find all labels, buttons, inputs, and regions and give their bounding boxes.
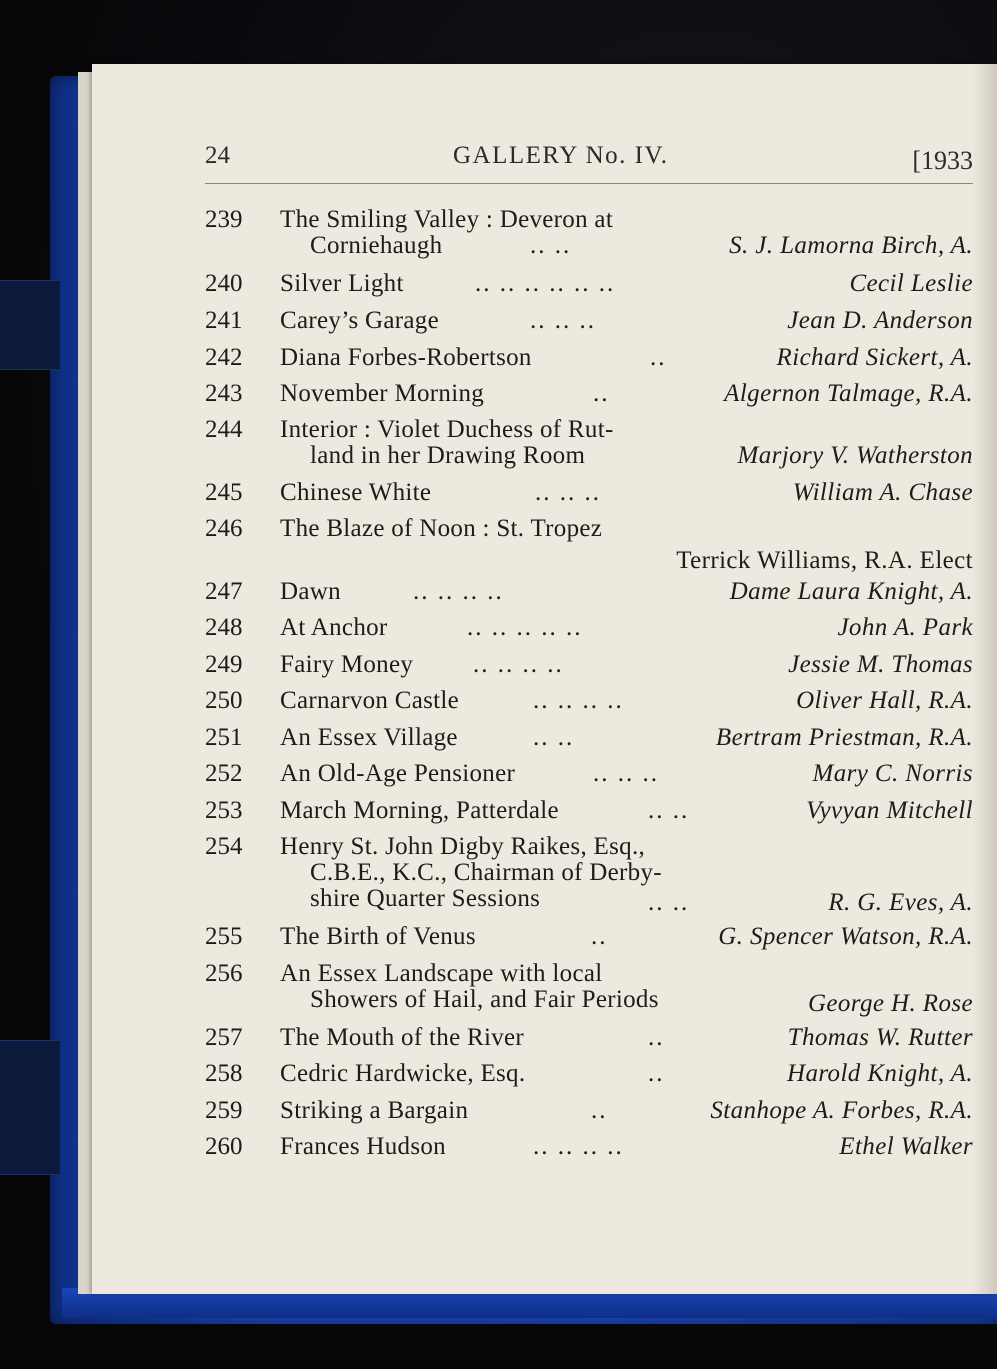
entry-title: Carey’s Garage xyxy=(280,307,439,334)
catalogue-entry xyxy=(205,960,973,1016)
catalogue-entry xyxy=(205,206,973,262)
dot-leader: .. .. .. .. xyxy=(533,687,624,714)
entry-artist: S. J. Lamorna Birch, A. xyxy=(729,232,973,259)
entry-number: 252 xyxy=(205,760,243,787)
catalogue-entry xyxy=(205,833,973,917)
entry-artist: Marjory V. Watherston xyxy=(737,442,973,469)
page-number: 24 xyxy=(205,142,230,169)
entry-number: 254 xyxy=(205,833,243,860)
catalogue-entry xyxy=(205,479,973,509)
entry-title: March Morning, Patterdale xyxy=(280,797,559,824)
entry-artist: Jean D. Anderson xyxy=(787,307,973,334)
entry-artist: Stanhope A. Forbes, R.A. xyxy=(710,1097,973,1124)
dot-leader: .. xyxy=(593,380,610,407)
catalogue-entry xyxy=(205,416,973,472)
running-header xyxy=(205,140,973,184)
dot-leader: .. xyxy=(648,1024,665,1051)
entry-number: 251 xyxy=(205,724,243,751)
entry-artist: Vyvyan Mitchell xyxy=(806,797,973,824)
entry-artist: John A. Park xyxy=(837,614,973,641)
catalogue-entry xyxy=(205,344,973,374)
dot-leader: .. .. .. .. xyxy=(533,1133,624,1160)
catalogue-entry xyxy=(205,578,973,608)
page-edge xyxy=(972,64,997,1294)
entry-number: 242 xyxy=(205,344,243,371)
entry-title: The Blaze of Noon : St. Tropez xyxy=(280,515,603,542)
entry-number: 250 xyxy=(205,687,243,714)
entry-title: Fairy Money xyxy=(280,651,414,678)
entry-artist: Oliver Hall, R.A. xyxy=(796,687,973,714)
catalogue-entry xyxy=(205,1097,973,1127)
catalogue-entry xyxy=(205,687,973,717)
dot-leader: .. .. xyxy=(530,232,572,259)
entry-title: At Anchor xyxy=(280,614,388,641)
gallery-title: GALLERY No. IV. xyxy=(453,142,669,169)
entry-title: The Birth of Venus xyxy=(280,923,476,950)
entry-title-continued: Corniehaugh xyxy=(310,232,443,259)
entry-artist: Thomas W. Rutter xyxy=(787,1024,973,1051)
year: [1933 xyxy=(912,146,973,175)
entry-artist: Mary C. Norris xyxy=(812,760,973,787)
entry-title: An Essex Landscape with local xyxy=(280,960,603,987)
dot-leader: .. xyxy=(650,344,667,371)
entry-number: 239 xyxy=(205,206,243,233)
entry-title-continued: C.B.E., K.C., Chairman of Derby- xyxy=(310,859,662,886)
catalogue-entry xyxy=(205,923,973,953)
entry-title: The Smiling Valley : Deveron at xyxy=(280,206,614,233)
entry-artist: George H. Rose xyxy=(807,990,973,1017)
entry-number: 249 xyxy=(205,651,243,678)
catalogue-entry xyxy=(205,651,973,681)
entry-title: An Essex Village xyxy=(280,724,458,751)
entry-artist: Algernon Talmage, R.A. xyxy=(724,380,973,407)
catalogue-entry xyxy=(205,724,973,754)
entry-artist: William A. Chase xyxy=(792,479,973,506)
entry-artist: Ethel Walker xyxy=(839,1133,973,1160)
entry-title: Interior : Violet Duchess of Rut- xyxy=(280,416,614,443)
dot-leader: .. .. .. xyxy=(593,760,659,787)
dot-leader: .. .. xyxy=(648,889,690,916)
entry-title: Silver Light xyxy=(280,270,404,297)
entry-title: Henry St. John Digby Raikes, Esq., xyxy=(280,833,646,860)
entry-title: Frances Hudson xyxy=(280,1133,446,1160)
entry-number: 248 xyxy=(205,614,243,641)
dot-leader: .. .. .. .. xyxy=(413,578,504,605)
entry-number: 245 xyxy=(205,479,243,506)
entry-title-continued: shire Quarter Sessions xyxy=(310,885,541,912)
catalogue-entry xyxy=(205,797,973,827)
entry-number: 243 xyxy=(205,380,243,407)
entry-title-continued: land in her Drawing Room xyxy=(310,442,586,469)
entry-title: Carnarvon Castle xyxy=(280,687,460,714)
dot-leader: .. .. .. .. .. .. xyxy=(475,270,616,297)
dot-leader: .. .. .. .. .. xyxy=(467,614,583,641)
entry-artist: Harold Knight, A. xyxy=(787,1060,973,1087)
entry-title: November Morning xyxy=(280,380,485,407)
catalogue-entry xyxy=(205,1060,973,1090)
entry-number: 255 xyxy=(205,923,243,950)
entry-number: 260 xyxy=(205,1133,243,1160)
entry-title-continued: Showers of Hail, and Fair Periods xyxy=(310,986,659,1013)
binding-strap-bottom xyxy=(0,1040,60,1175)
entry-title: Chinese White xyxy=(280,479,432,506)
entry-number: 257 xyxy=(205,1024,243,1051)
catalogue-entry xyxy=(205,515,973,573)
entry-title: Cedric Hardwicke, Esq. xyxy=(280,1060,526,1087)
entry-number: 253 xyxy=(205,797,243,824)
entry-number: 244 xyxy=(205,416,243,443)
dot-leader: .. xyxy=(591,1097,608,1124)
entry-number: 259 xyxy=(205,1097,243,1124)
dot-leader: .. .. .. xyxy=(535,479,601,506)
entry-artist: Richard Sickert, A. xyxy=(776,344,973,371)
catalogue-entry xyxy=(205,1024,973,1054)
entry-artist: Dame Laura Knight, A. xyxy=(729,578,973,605)
entry-number: 241 xyxy=(205,307,243,334)
dot-leader: .. .. .. xyxy=(530,307,596,334)
catalogue-entry xyxy=(205,760,973,790)
entry-number: 258 xyxy=(205,1060,243,1087)
dot-leader: .. xyxy=(591,923,608,950)
dot-leader: .. .. .. .. xyxy=(473,651,564,678)
catalogue-entry xyxy=(205,1133,973,1163)
dot-leader: .. xyxy=(648,1060,665,1087)
entry-number: 246 xyxy=(205,515,243,542)
catalogue-entry xyxy=(205,614,973,644)
dot-leader: .. .. xyxy=(533,724,575,751)
entry-title: Dawn xyxy=(280,578,341,605)
entry-artist: R. G. Eves, A. xyxy=(828,889,973,916)
binding-strap-top xyxy=(0,280,60,370)
catalogue-entry xyxy=(205,307,973,337)
catalogue-entry xyxy=(205,270,973,300)
catalogue-entry xyxy=(205,380,973,410)
dot-leader: .. .. xyxy=(648,797,690,824)
entry-number: 240 xyxy=(205,270,243,297)
entry-artist: Jessie M. Thomas xyxy=(788,651,973,678)
entry-number: 247 xyxy=(205,578,243,605)
entry-title: An Old-Age Pensioner xyxy=(280,760,516,787)
entry-title: Diana Forbes-Robertson xyxy=(280,344,532,371)
entry-artist: Terrick Williams, R.A. Elect xyxy=(676,547,973,574)
entry-artist: G. Spencer Watson, R.A. xyxy=(718,923,973,950)
entry-title: Striking a Bargain xyxy=(280,1097,469,1124)
entry-artist: Bertram Priestman, R.A. xyxy=(715,724,973,751)
entry-artist: Cecil Leslie xyxy=(849,270,973,297)
entry-number: 256 xyxy=(205,960,243,987)
entry-title: The Mouth of the River xyxy=(280,1024,525,1051)
